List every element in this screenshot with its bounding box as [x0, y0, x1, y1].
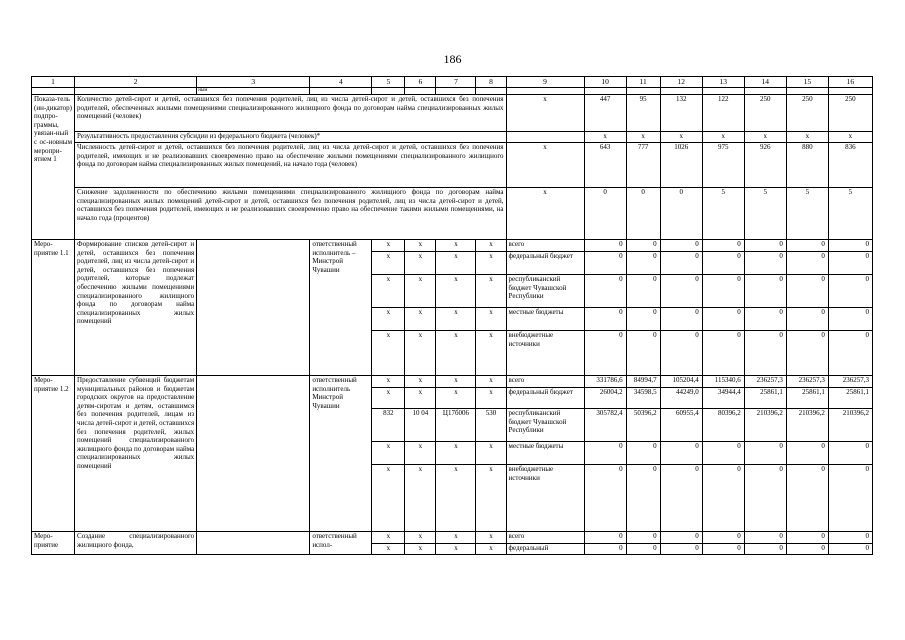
measure-blank [197, 376, 310, 532]
budget-code: x [476, 544, 506, 555]
empty-cell [405, 88, 436, 95]
indicator-value: x [626, 132, 660, 143]
funding-value: 0 [626, 442, 660, 465]
measure-description: Создание специализированного жилищного фонда, [75, 532, 197, 555]
budget-code: x [372, 532, 405, 544]
funding-value: 0 [584, 308, 626, 331]
funding-value: 0 [828, 331, 872, 376]
budget-code: x [476, 532, 506, 544]
funding-value: 0 [660, 442, 702, 465]
indicator-col9: x [506, 95, 584, 132]
funding-value: 305782,4 [584, 409, 626, 442]
funding-value: 0 [660, 308, 702, 331]
indicator-text: Количество детей-сирот и детей, оставшихся без попечения родителей, лиц из числа детей-сирот и детей, оставшихся без попечения родителей, обеспеченных жилыми помещениями специализированного жилищного фонда по договорам найма специализированных жилых помещений (человек) [75, 95, 506, 132]
indicator-value: 95 [626, 95, 660, 132]
funding-value: 0 [702, 532, 744, 544]
budget-code: x [436, 532, 476, 544]
indicator-value: 250 [744, 95, 786, 132]
funding-value: 0 [828, 544, 872, 555]
funding-value: 0 [584, 442, 626, 465]
budget-code: x [476, 308, 506, 331]
measure-description: Формирование списков детей-сирот и детей, оставшихся без попечения родителей, лиц из числа детей-сирот и детей, оставшихся без попечения родителей, которые подлежат обеспечению жилыми помещениями специализированного жилищного фонда по договорам найма специализированных жилых помещений [75, 240, 197, 376]
indicator-value: 250 [786, 95, 828, 132]
funding-value: 0 [660, 331, 702, 376]
empty-cell [310, 88, 372, 95]
empty-cell [506, 88, 584, 95]
funding-value: 44249,0 [660, 388, 702, 409]
indicator-row [32, 188, 873, 240]
indicator-value: 5 [786, 188, 828, 240]
funding-value: 25861,1 [786, 388, 828, 409]
budget-code: x [476, 442, 506, 465]
funding-value: 0 [786, 465, 828, 532]
indicator-row [32, 132, 873, 143]
funding-source: республиканский бюджет Чувашской Республики [506, 409, 584, 442]
budget-code: x [405, 252, 436, 275]
funding-value: 0 [828, 240, 872, 252]
budget-code: x [405, 544, 436, 555]
indicator-value: x [660, 132, 702, 143]
budget-code: x [372, 388, 405, 409]
empty-cell [828, 88, 872, 95]
budget-code: x [372, 240, 405, 252]
funding-value: 210396,2 [828, 409, 872, 442]
column-number: 11 [626, 77, 660, 88]
measure-row [32, 532, 873, 544]
funding-source: всего [506, 376, 584, 388]
budget-code: 832 [372, 409, 405, 442]
measure-row [32, 240, 873, 252]
funding-source: внебюджетные источники [506, 465, 584, 532]
funding-value: 0 [744, 442, 786, 465]
funding-value: 236257,3 [786, 376, 828, 388]
funding-value: 84994,7 [626, 376, 660, 388]
column-number: 4 [310, 77, 372, 88]
funding-value: 331786,6 [584, 376, 626, 388]
funding-value: 34598,5 [626, 388, 660, 409]
funding-value: 105204,4 [660, 376, 702, 388]
funding-value: 0 [828, 532, 872, 544]
budget-code: x [436, 388, 476, 409]
indicator-col9 [506, 132, 584, 143]
program-table [31, 76, 873, 555]
column-number: 2 [75, 77, 197, 88]
funding-value: 60955,4 [660, 409, 702, 442]
indicator-text: Результативность предоставления субсидии из федерального бюджета (человек)* [75, 132, 506, 143]
column-number: 5 [372, 77, 405, 88]
funding-value: 0 [626, 544, 660, 555]
funding-value: 236257,3 [828, 376, 872, 388]
funding-value: 0 [702, 308, 744, 331]
column-number: 15 [786, 77, 828, 88]
funding-value: 0 [744, 240, 786, 252]
funding-value: 0 [786, 331, 828, 376]
funding-value: 25861,1 [744, 388, 786, 409]
column-number: 10 [584, 77, 626, 88]
funding-value: 0 [744, 532, 786, 544]
funding-value: 0 [786, 252, 828, 275]
program-indicator-label: Показа-тель (ин-дикатор) подпро-граммы, увязан-ный с ос-новным меропри-ятием 1 [32, 95, 75, 240]
budget-code: x [405, 240, 436, 252]
funding-source: всего [506, 532, 584, 544]
indicator-value: x [584, 132, 626, 143]
funding-value: 0 [702, 252, 744, 275]
budget-code: x [436, 442, 476, 465]
funding-value: 0 [584, 465, 626, 532]
budget-code: x [476, 376, 506, 388]
funding-value: 0 [626, 240, 660, 252]
measure-executor: ответственный исполнитель – Минстрой Чувашии [310, 240, 372, 376]
budget-code: x [476, 240, 506, 252]
indicator-value: 926 [744, 143, 786, 188]
empty-cell [372, 88, 405, 95]
budget-code: x [372, 376, 405, 388]
budget-code: x [436, 331, 476, 376]
column-number: 1 [32, 77, 75, 88]
budget-code: x [436, 544, 476, 555]
budget-code: x [436, 275, 476, 308]
indicator-value: 0 [660, 188, 702, 240]
budget-code: 530 [476, 409, 506, 442]
funding-value: 210396,2 [786, 409, 828, 442]
funding-value: 0 [828, 442, 872, 465]
funding-value: 0 [744, 544, 786, 555]
indicator-value: 122 [702, 95, 744, 132]
budget-code: x [405, 331, 436, 376]
continuation-row [32, 88, 873, 95]
indicator-row [32, 95, 873, 132]
empty-cell [75, 88, 197, 95]
indicator-value: x [828, 132, 872, 143]
funding-value: 0 [626, 252, 660, 275]
column-number: 16 [828, 77, 872, 88]
measure-description: Предоставление субвенций бюджетам муниципальных районов и бюджетам городских округов на предоставление детям-сиротам и детям, оставшимся без попечения родителей, лицам из числа детей-сирот и детей, оставшихся без попечения родителей, жилых помещений специализированного жилищного фонда по договорам найма специализированных жилых помещений [75, 376, 197, 532]
indicator-value: 880 [786, 143, 828, 188]
funding-value: 0 [660, 465, 702, 532]
budget-code: x [405, 465, 436, 532]
indicator-value: x [702, 132, 744, 143]
funding-value: 0 [584, 240, 626, 252]
funding-value: 236257,3 [744, 376, 786, 388]
budget-code: x [436, 376, 476, 388]
budget-code: x [436, 240, 476, 252]
indicator-text: Численность детей-сирот и детей, оставшихся без попечения родителей, лиц из числа детей-сирот и детей, оставшихся без попечения родителей, имеющих и не реализовавших своевременно право на обеспечение жилыми помещениями специализированного жилищного фонда по договорам найма специализированных жилых помещений, на начало года (человек) [75, 143, 506, 188]
indicator-value: 777 [626, 143, 660, 188]
funding-value: 0 [660, 275, 702, 308]
budget-code: x [476, 252, 506, 275]
funding-value: 0 [786, 240, 828, 252]
empty-cell [436, 88, 476, 95]
funding-value: 80396,2 [702, 409, 744, 442]
funding-value: 0 [702, 240, 744, 252]
empty-cell [32, 88, 75, 95]
indicator-value: 5 [744, 188, 786, 240]
funding-value: 0 [584, 331, 626, 376]
empty-cell [744, 88, 786, 95]
indicator-value: 643 [584, 143, 626, 188]
funding-value: 0 [744, 275, 786, 308]
funding-source: федеральный бюджет [506, 252, 584, 275]
funding-value: 50396,2 [626, 409, 660, 442]
funding-source: федеральный бюджет [506, 388, 584, 409]
budget-code: x [372, 465, 405, 532]
funding-value: 0 [626, 532, 660, 544]
budget-code: x [372, 442, 405, 465]
budget-code: x [372, 275, 405, 308]
measure-row [32, 376, 873, 388]
funding-value: 0 [786, 442, 828, 465]
measure-blank [197, 532, 310, 555]
column-number: 9 [506, 77, 584, 88]
funding-source: всего [506, 240, 584, 252]
funding-value: 0 [702, 544, 744, 555]
indicator-text: Снижение задолженности по обеспечению жилыми помещениями специализированного жилищного фонда по договорам найма специализированных жилых помещений детей-сирот и детей, оставшихся без попечения родителей, лиц из числа детей-сирот и детей, оставшихся без попечения родителей, имеющих и не реализовавших своевременно право на обеспечение такими жилыми помещениями, на начало года (процентов) [75, 188, 506, 240]
continuation-text: ным [197, 88, 310, 95]
column-number: 12 [660, 77, 702, 88]
budget-code: x [405, 308, 436, 331]
page-number: 186 [443, 52, 462, 66]
budget-code: x [372, 308, 405, 331]
funding-value: 26004,2 [584, 388, 626, 409]
funding-value: 210396,2 [744, 409, 786, 442]
funding-value: 0 [786, 544, 828, 555]
empty-cell [626, 88, 660, 95]
budget-code: x [405, 388, 436, 409]
indicator-col9: x [506, 143, 584, 188]
funding-source: федеральный [506, 544, 584, 555]
funding-value: 0 [828, 308, 872, 331]
indicator-value: 5 [702, 188, 744, 240]
budget-code: x [372, 331, 405, 376]
column-number: 8 [476, 77, 506, 88]
funding-value: 0 [828, 465, 872, 532]
funding-value: 0 [744, 465, 786, 532]
budget-code: x [476, 465, 506, 532]
funding-value: 0 [584, 275, 626, 308]
funding-value: 34944,4 [702, 388, 744, 409]
funding-value: 0 [828, 275, 872, 308]
funding-value: 0 [660, 532, 702, 544]
indicator-value: 132 [660, 95, 702, 132]
funding-value: 0 [702, 275, 744, 308]
funding-value: 0 [786, 308, 828, 331]
funding-value: 0 [626, 465, 660, 532]
budget-code: x [405, 442, 436, 465]
measure-label: Меро-приятие 1.2 [32, 376, 75, 532]
budget-code: x [436, 308, 476, 331]
funding-value: 0 [744, 331, 786, 376]
header-row [32, 77, 873, 88]
indicator-col9: x [506, 188, 584, 240]
funding-value: 0 [660, 252, 702, 275]
funding-value: 0 [702, 442, 744, 465]
indicator-value: 0 [584, 188, 626, 240]
budget-code: x [476, 275, 506, 308]
funding-value: 0 [626, 275, 660, 308]
empty-cell [476, 88, 506, 95]
measure-executor: ответственный испол- [310, 532, 372, 555]
funding-value: 0 [702, 331, 744, 376]
empty-cell [660, 88, 702, 95]
budget-code: Ц17б006 [436, 409, 476, 442]
column-number: 6 [405, 77, 436, 88]
indicator-value: 836 [828, 143, 872, 188]
budget-code: x [405, 532, 436, 544]
funding-value: 25861,1 [828, 388, 872, 409]
indicator-row [32, 143, 873, 188]
budget-code: x [405, 376, 436, 388]
column-number: 3 [197, 77, 310, 88]
empty-cell [702, 88, 744, 95]
indicator-value: 5 [828, 188, 872, 240]
funding-value: 0 [584, 544, 626, 555]
indicator-value: 0 [626, 188, 660, 240]
indicator-value: x [786, 132, 828, 143]
indicator-value: 975 [702, 143, 744, 188]
funding-source: местные бюджеты [506, 442, 584, 465]
funding-source: республиканский бюджет Чувашской Республики [506, 275, 584, 308]
measure-label: Меро-приятие 1.1 [32, 240, 75, 376]
budget-code: x [372, 252, 405, 275]
funding-value: 0 [828, 252, 872, 275]
funding-source: внебюджетные источники [506, 331, 584, 376]
budget-code: x [476, 331, 506, 376]
measure-executor: ответственный исполнитель Минстрой Чувашии [310, 376, 372, 532]
funding-value: 0 [786, 532, 828, 544]
funding-value: 0 [584, 532, 626, 544]
funding-value: 0 [660, 544, 702, 555]
budget-code: x [405, 275, 436, 308]
funding-value: 0 [626, 331, 660, 376]
budget-code: x [436, 465, 476, 532]
column-number: 14 [744, 77, 786, 88]
measure-label: Меро-приятие [32, 532, 75, 555]
column-number: 7 [436, 77, 476, 88]
funding-value: 0 [702, 465, 744, 532]
indicator-value: x [744, 132, 786, 143]
funding-value: 115340,6 [702, 376, 744, 388]
funding-value: 0 [744, 252, 786, 275]
budget-code: x [436, 252, 476, 275]
indicator-value: 447 [584, 95, 626, 132]
funding-value: 0 [744, 308, 786, 331]
measure-blank [197, 240, 310, 376]
funding-value: 0 [584, 252, 626, 275]
funding-value: 0 [626, 308, 660, 331]
funding-source: местные бюджеты [506, 308, 584, 331]
funding-value: 0 [660, 240, 702, 252]
budget-code: x [476, 388, 506, 409]
empty-cell [786, 88, 828, 95]
budget-code: x [372, 544, 405, 555]
indicator-value: 1026 [660, 143, 702, 188]
empty-cell [584, 88, 626, 95]
funding-value: 0 [786, 275, 828, 308]
indicator-value: 250 [828, 95, 872, 132]
budget-code: 10 04 [405, 409, 436, 442]
column-number: 13 [702, 77, 744, 88]
